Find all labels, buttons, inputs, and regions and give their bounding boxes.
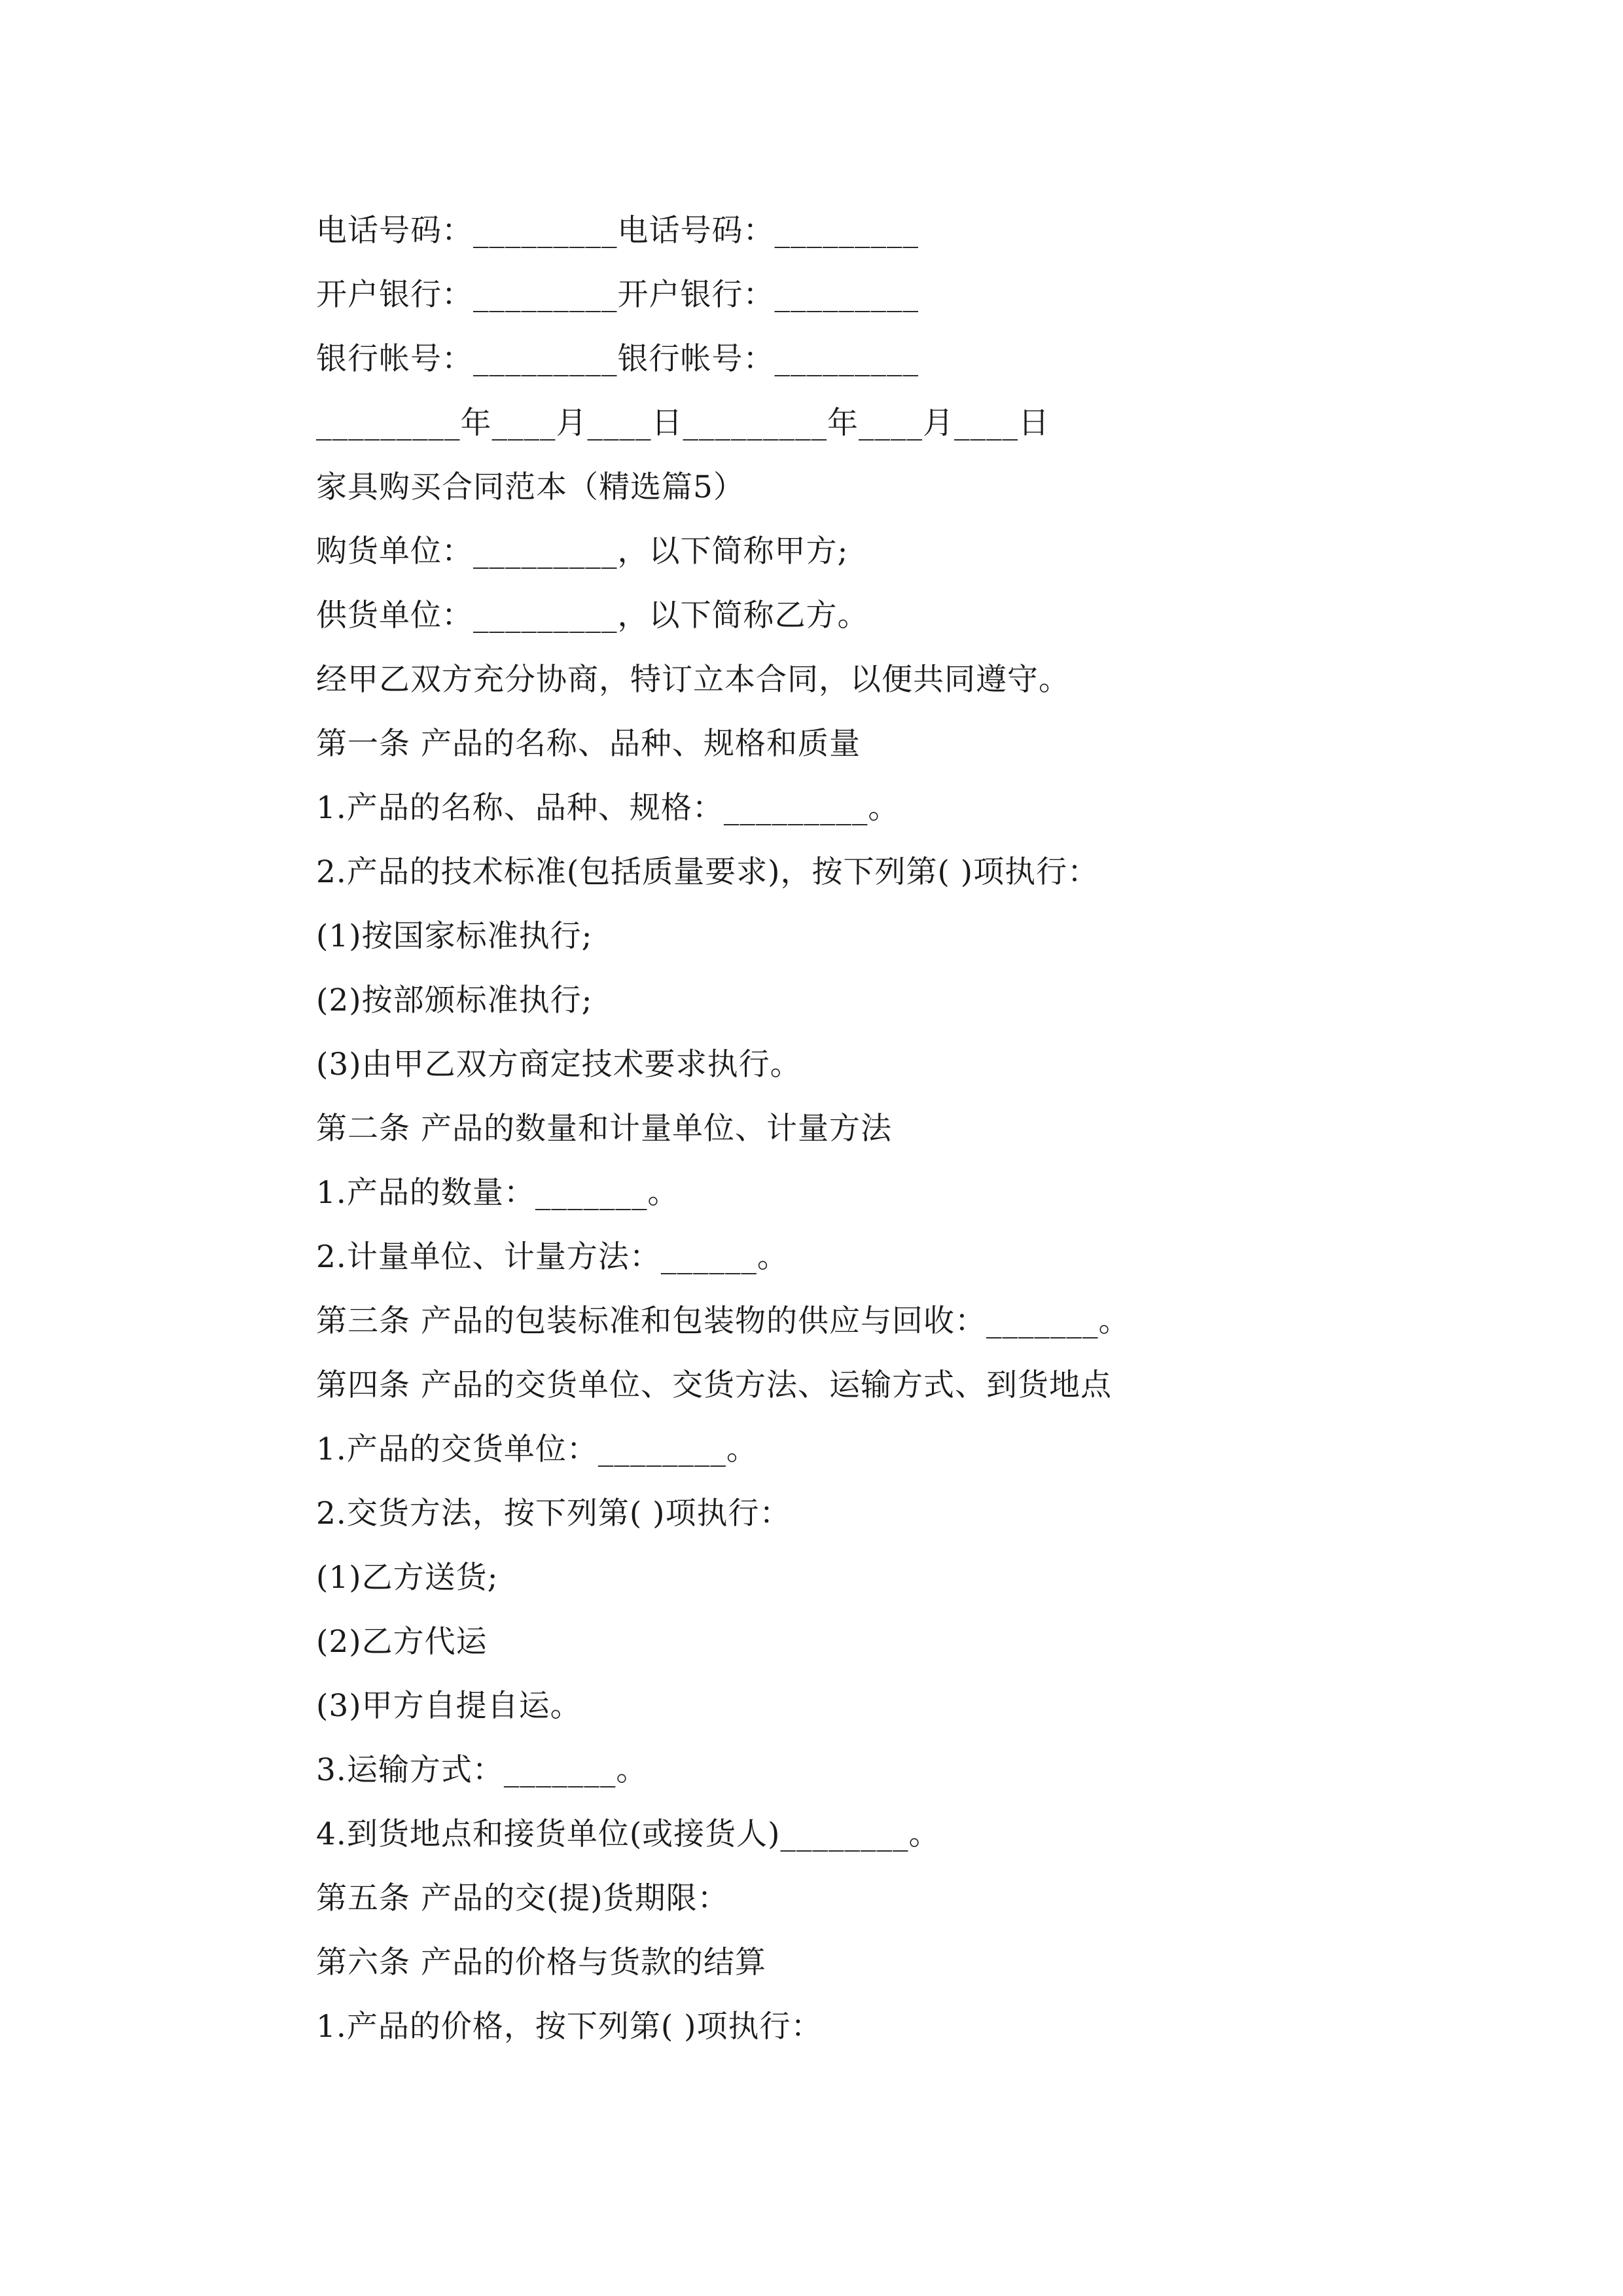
- article-1-option-3: (3)由甲乙双方商定技术要求执行。: [316, 1047, 802, 1083]
- buyer-line: 购货单位：_________，以下简称甲方;: [316, 533, 849, 569]
- article-1-option-2: (2)按部颁标准执行;: [316, 982, 593, 1018]
- bank-account-line: 银行帐号：_________银行帐号：_________: [316, 341, 919, 377]
- article-1-item-2: 2.产品的技术标准(包括质量要求)，按下列第( )项执行：: [316, 854, 1099, 890]
- article-1-item-1: 1.产品的名称、品种、规格：_________。: [316, 790, 900, 826]
- section-title: 家具购买合同范本（精选篇5）: [316, 469, 745, 505]
- article-2-heading: 第二条 产品的数量和计量单位、计量方法: [316, 1111, 892, 1147]
- date-line: _________年____月____日_________年____月____日: [316, 405, 1050, 441]
- article-4-item-4: 4.到货地点和接货单位(或接货人)________。: [316, 1816, 940, 1852]
- article-4-item-2: 2.交货方法，按下列第( )项执行：: [316, 1496, 791, 1532]
- article-5-heading: 第五条 产品的交(提)货期限：: [316, 1880, 729, 1916]
- article-2-item-2: 2.计量单位、计量方法：______。: [316, 1239, 789, 1275]
- article-2-item-1: 1.产品的数量：_______。: [316, 1175, 679, 1211]
- article-4-heading: 第四条 产品的交货单位、交货方法、运输方式、到货地点: [316, 1367, 1112, 1403]
- supplier-line: 供货单位：_________，以下简称乙方。: [316, 598, 869, 634]
- article-4-option-1: (1)乙方送货;: [316, 1560, 499, 1596]
- bank-name-line: 开户银行：_________开户银行：_________: [316, 277, 919, 313]
- phone-number-line: 电话号码：_________电话号码：_________: [316, 213, 919, 249]
- article-4-option-3: (3)甲方自提自运。: [316, 1688, 582, 1724]
- article-6-heading: 第六条 产品的价格与货款的结算: [316, 1945, 766, 1981]
- article-3-heading: 第三条 产品的包装标准和包装物的供应与回收：_______。: [316, 1303, 1130, 1339]
- article-4-item-1: 1.产品的交货单位：________。: [316, 1431, 758, 1467]
- document-body: [316, 208, 1560, 2068]
- article-4-item-3: 3.运输方式：_______。: [316, 1752, 648, 1788]
- article-4-option-2: (2)乙方代运: [316, 1624, 488, 1660]
- preamble-line: 经甲乙双方充分协商，特订立本合同，以便共同遵守。: [316, 662, 1070, 698]
- article-1-option-1: (1)按国家标准执行;: [316, 918, 593, 954]
- article-1-heading: 第一条 产品的名称、品种、规格和质量: [316, 726, 861, 762]
- article-6-item-1: 1.产品的价格，按下列第( )项执行：: [316, 2009, 823, 2045]
